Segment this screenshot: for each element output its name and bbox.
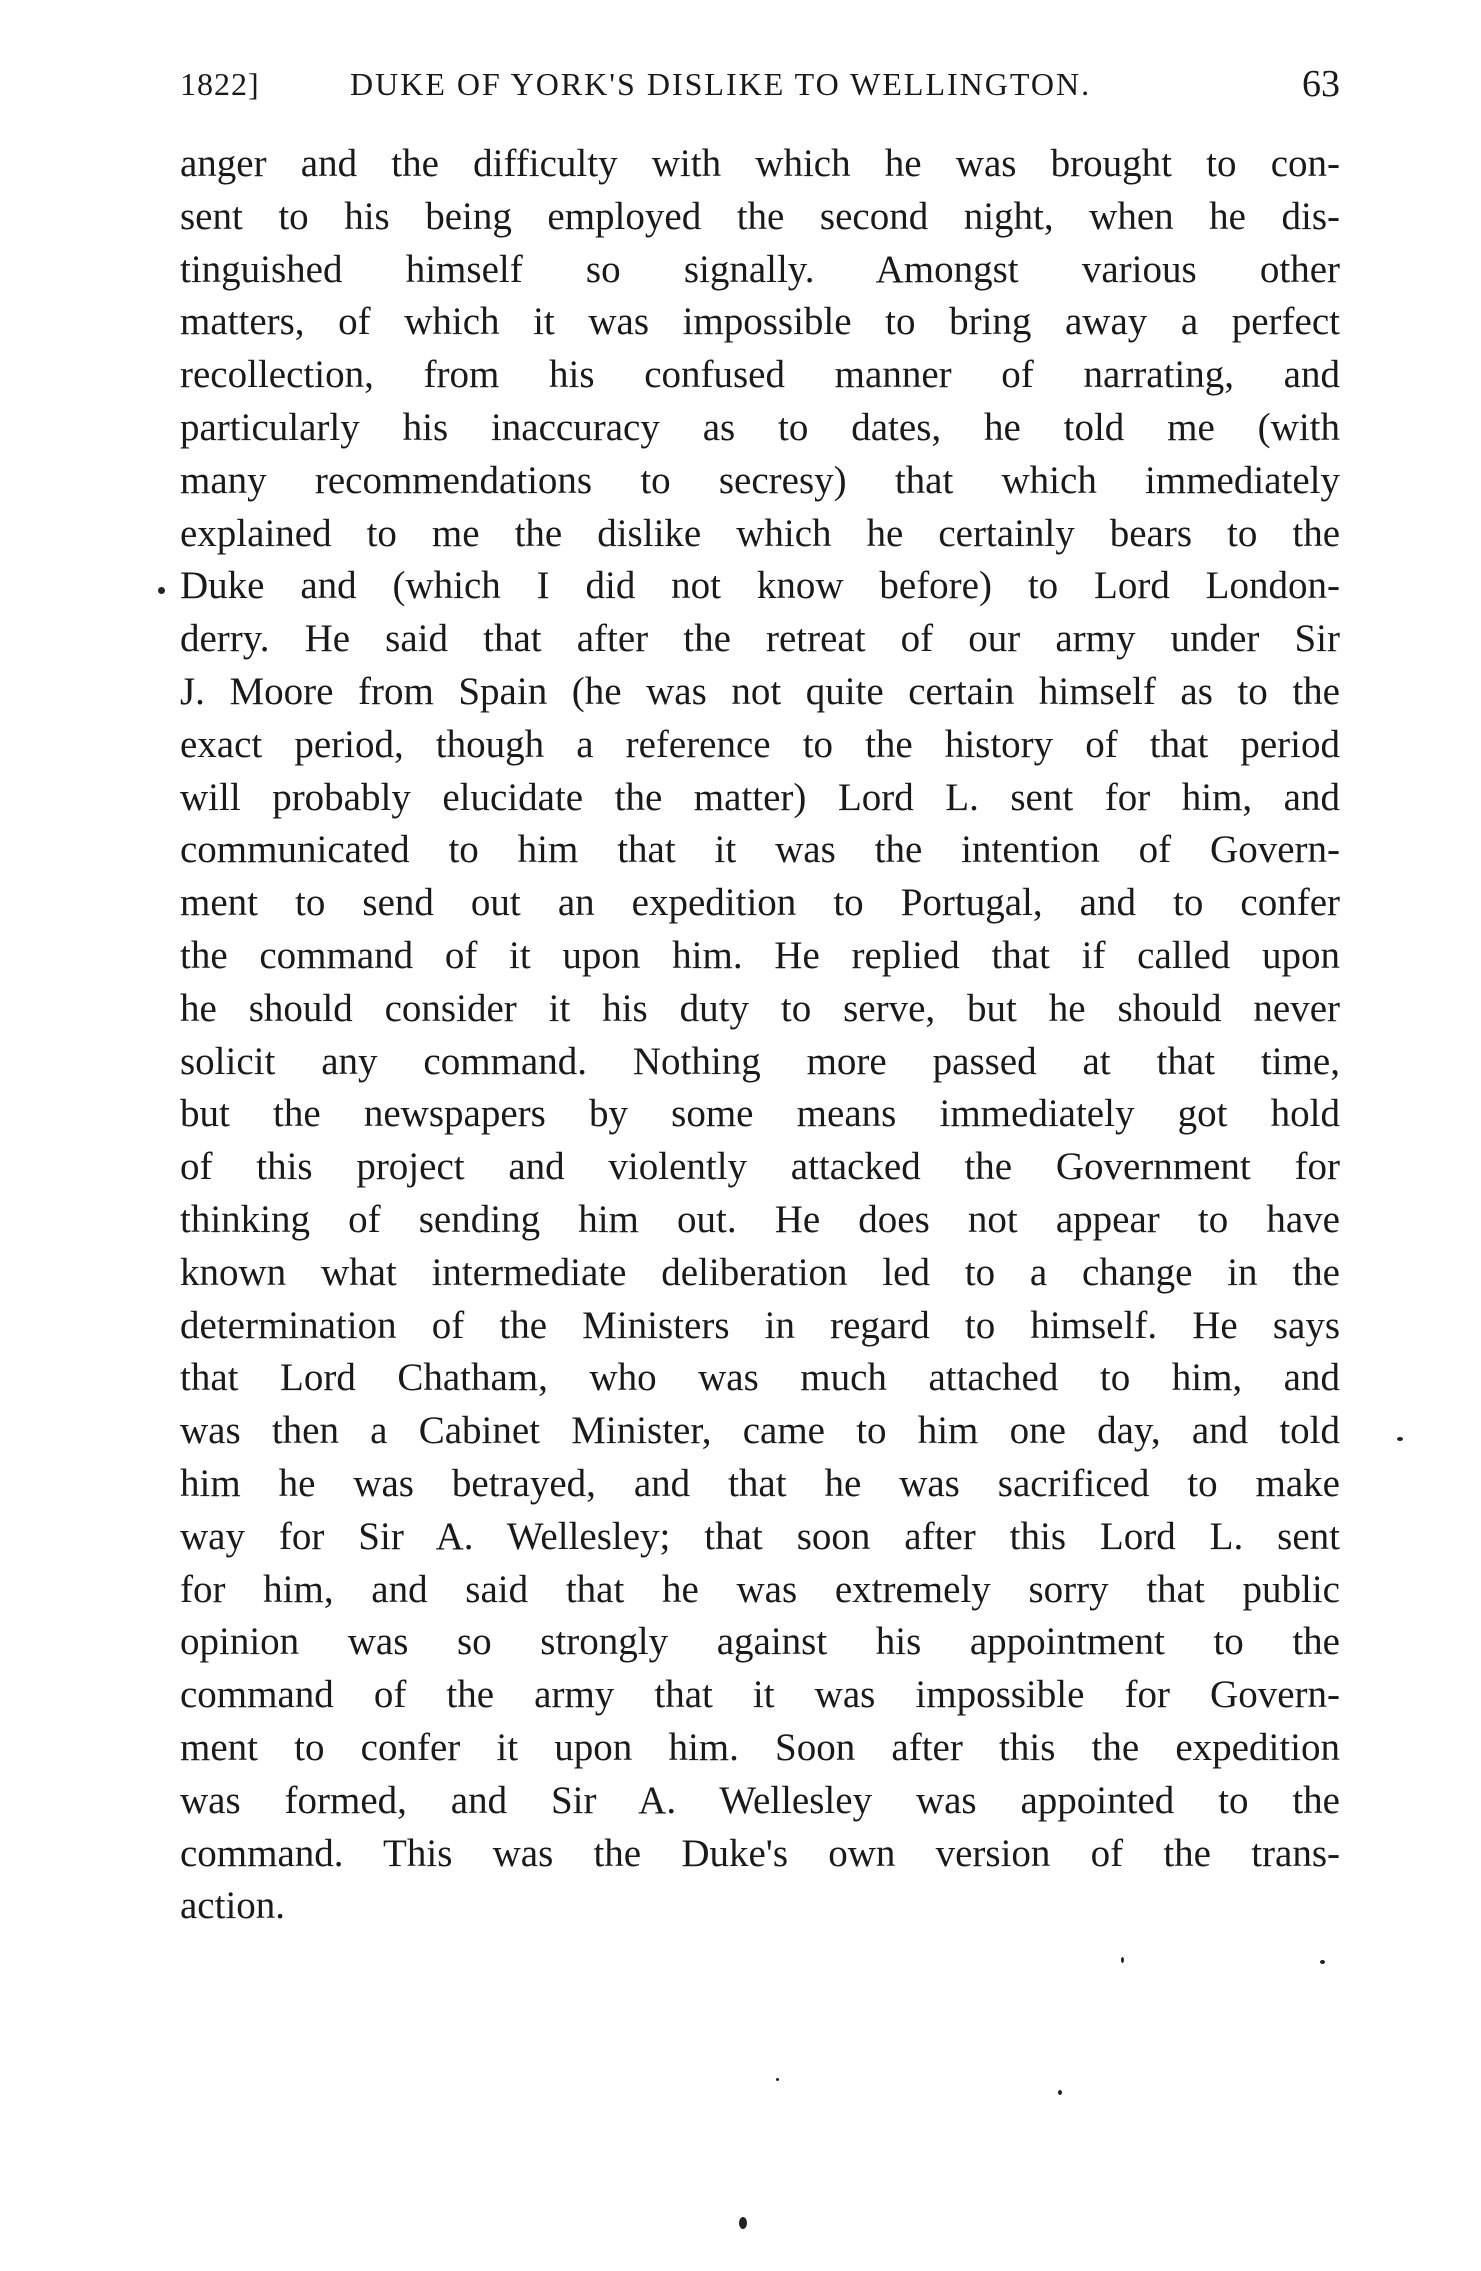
text-line: command of the army that it was impossible for Govern- [180,1673,1340,1717]
text-line: thinking of sending him out. He does not appear to have [180,1197,1340,1241]
text-line: action. [180,1884,286,1928]
text-line: known what intermediate deliberation led to a change in the [180,1250,1340,1294]
scan-speck [1058,2090,1062,2095]
text-line: anger and the difficulty with which he was brought to con- [180,142,1340,185]
text-line: way for Sir A. Wellesley; that soon after this Lord L. sent [180,1514,1340,1558]
text-line: matters, of which it was impossible to bring away a perfect [180,300,1340,344]
text-line: recollection, from his confused manner of narrating, and [180,353,1340,397]
scan-speck [1121,1957,1124,1963]
text-line: particularly his inaccuracy as to dates, he told me (with [180,405,1340,449]
body-text [180,138,1340,1933]
text-line: ment to send out an expedition to Portugal, and to confer [180,881,1340,925]
running-head-year: 1822] [180,66,260,102]
text-line: J. Moore from Spain (he was not quite certain himself as to the [180,669,1340,713]
text-line: him he was betrayed, and that he was sacrificed to make [180,1461,1340,1505]
text-line: ment to confer it upon him. Soon after this the expedition [180,1725,1340,1769]
text-line: many recommendations to secresy) that which immediately [180,458,1340,502]
text-line: tinguished himself so signally. Amongst various other [180,247,1340,291]
scan-speck [776,2078,779,2081]
scan-speck [739,2217,747,2229]
text-line: of this project and violently attacked the Government for [180,1145,1340,1189]
text-line: sent to his being employed the second night, when he dis- [180,194,1340,238]
text-line: he should consider it his duty to serve, but he should never [180,986,1340,1030]
text-line: solicit any command. Nothing more passed at that time, [180,1039,1340,1083]
scan-speck [1397,1437,1403,1441]
page-number: 63 [1302,63,1340,105]
running-head [180,62,1340,122]
text-line: will probably elucidate the matter) Lord L. sent for him, and [180,775,1340,819]
text-line: was then a Cabinet Minister, came to him one day, and told [180,1409,1340,1453]
running-head-title: DUKE OF YORK'S DISLIKE TO WELLINGTON. [350,66,1092,102]
text-line: was formed, and Sir A. Wellesley was appointed to the [180,1778,1340,1822]
text-line: exact period, though a reference to the history of that period [180,722,1340,766]
text-line: command. This was the Duke's own version of the trans- [180,1831,1340,1875]
text-line: explained to me the dislike which he certainly bears to the [180,511,1340,555]
text-line: Duke and (which I did not know before) to Lord London- [180,564,1340,608]
text-line: that Lord Chatham, who was much attached to him, and [180,1356,1340,1400]
text-line: communicated to him that it was the intention of Govern- [180,828,1340,872]
text-line: the command of it upon him. He replied that if called upon [180,933,1340,977]
text-line: opinion was so strongly against his appointment to the [180,1620,1340,1664]
text-line: determination of the Ministers in regard to himself. He says [180,1303,1340,1347]
text-line: derry. He said that after the retreat of our army under Sir [180,617,1340,661]
text-line: for him, and said that he was extremely sorry that public [180,1567,1340,1611]
scan-speck [1320,1960,1325,1964]
scan-speck [158,587,165,594]
text-line: but the newspapers by some means immediately got hold [180,1092,1340,1136]
